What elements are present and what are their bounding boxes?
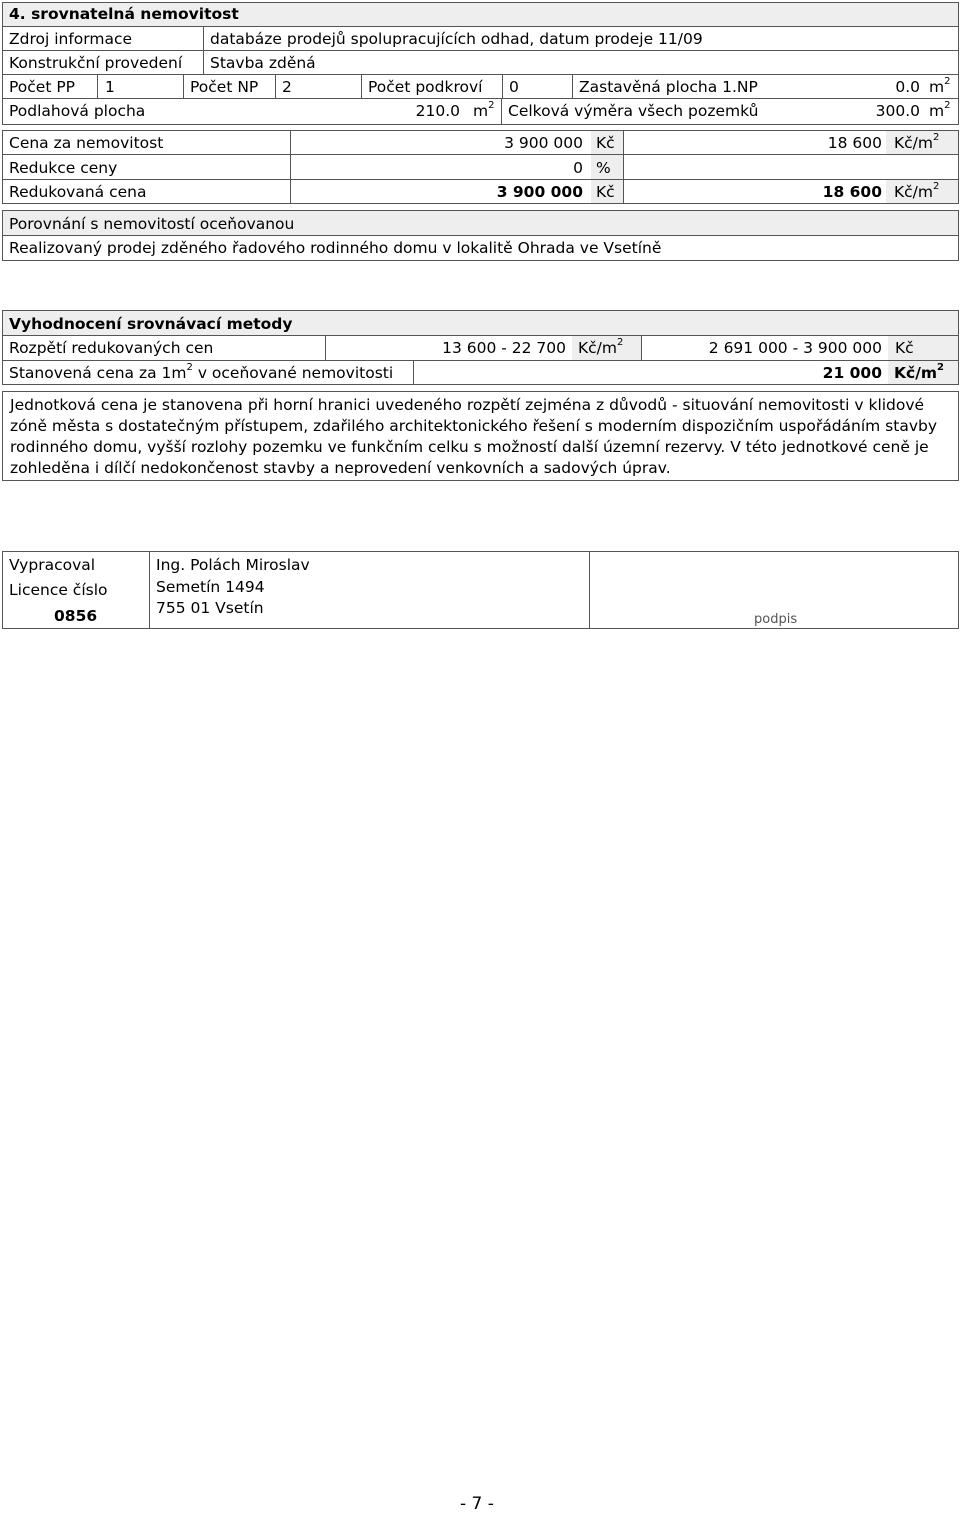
reduction-unit: % [596, 159, 611, 177]
reduced-unit: Kč [596, 183, 615, 201]
evaluation-title: Vyhodnocení srovnávací metody [9, 315, 293, 333]
land-unit: $m^2$ [929, 99, 951, 120]
floor-area-value: 210.0 [415, 102, 460, 120]
reduced-per-m2-unit: $Kč/m^2$ [894, 180, 940, 201]
land-value: 300.0 [875, 102, 920, 120]
np-value: 2 [282, 78, 292, 96]
range-per-m2-unit: $Kč/m^2$ [578, 336, 624, 357]
pp-label: Počet PP [9, 78, 76, 96]
built-area-label: Zastavěná plocha 1.NP [579, 78, 758, 96]
price-per-m2: 18 600 [827, 134, 882, 152]
license-number: 0856 [54, 607, 98, 625]
author-address-2: 755 01 Vsetín [156, 599, 264, 617]
author-address-1: Semetín 1494 [156, 578, 265, 596]
set-price-label: Stanovená cena za $1m^2$ v oceňované nemovitosti [9, 361, 394, 382]
np-label: Počet NP [190, 78, 259, 96]
range-per-m2: 13 600 - 22 700 [442, 339, 566, 357]
land-label: Celková výměra všech pozemků [508, 102, 759, 120]
construction-value: Stavba zděná [210, 54, 316, 72]
built-area-value: 0.0 [895, 78, 920, 96]
license-label: Licence číslo [9, 581, 108, 599]
reduction-value: 0 [573, 159, 583, 177]
set-price-unit: $Kč/m^2$ [894, 361, 944, 382]
price-label: Cena za nemovitost [9, 134, 164, 152]
signature-label: podpis [754, 612, 798, 627]
source-value: databáze prodejů spolupracujících odhad, datum prodeje 11/09 [210, 30, 703, 48]
range-label: Rozpětí redukovaných cen [9, 339, 214, 357]
set-price-value: 21 000 [822, 364, 882, 382]
reduced-label: Redukovaná cena [9, 183, 147, 201]
attic-label: Počet podkroví [368, 78, 483, 96]
section-title: 4. srovnatelná nemovitost [9, 5, 239, 23]
range-total: 2 691 000 - 3 900 000 [708, 339, 882, 357]
price-per-m2-unit: $Kč/m^2$ [894, 131, 940, 152]
reduction-label: Redukce ceny [9, 159, 118, 177]
construction-label: Konstrukční provedení [9, 54, 183, 72]
range-total-unit: Kč [895, 339, 914, 357]
author-block [2, 551, 959, 629]
comparison-text: Realizovaný prodej zděného řadového rodinného domu v lokalitě Ohrada ve Vsetíně [9, 239, 662, 257]
page-number: - 7 - [460, 1494, 494, 1514]
price-value: 3 900 000 [504, 134, 583, 152]
attic-value: 0 [509, 78, 519, 96]
justification-text: Jednotková cena je stanovena při horní hranici uvedeného rozpětí zejména z důvodů - situování nemovitosti v klidové zóně města s dostatečným přístupem, zdařilého architektonického řešení s moderním dispozičním uspořádáním stavby rodinného domu, vyšší rozlohy pozemku ve funkčním celku s možností další územní rezervy. V této jednotkové ceně je zohleděna i dílčí nedokončenost stavby a neprovedení venkovních a sadových úprav. [10, 396, 938, 477]
floor-area-unit: $m^2$ [473, 99, 495, 120]
pp-value: 1 [105, 78, 115, 96]
price-unit: Kč [596, 134, 615, 152]
author-name: Ing. Polách Miroslav [156, 556, 310, 574]
comparison-label: Porovnání s nemovitostí oceňovanou [9, 215, 295, 233]
source-label: Zdroj informace [9, 30, 133, 48]
reduced-value: 3 900 000 [496, 183, 583, 201]
floor-area-label: Podlahová plocha [9, 102, 146, 120]
built-area-unit: $m^2$ [929, 75, 951, 96]
reduced-per-m2: 18 600 [822, 183, 882, 201]
prepared-label: Vypracoval [9, 556, 96, 574]
